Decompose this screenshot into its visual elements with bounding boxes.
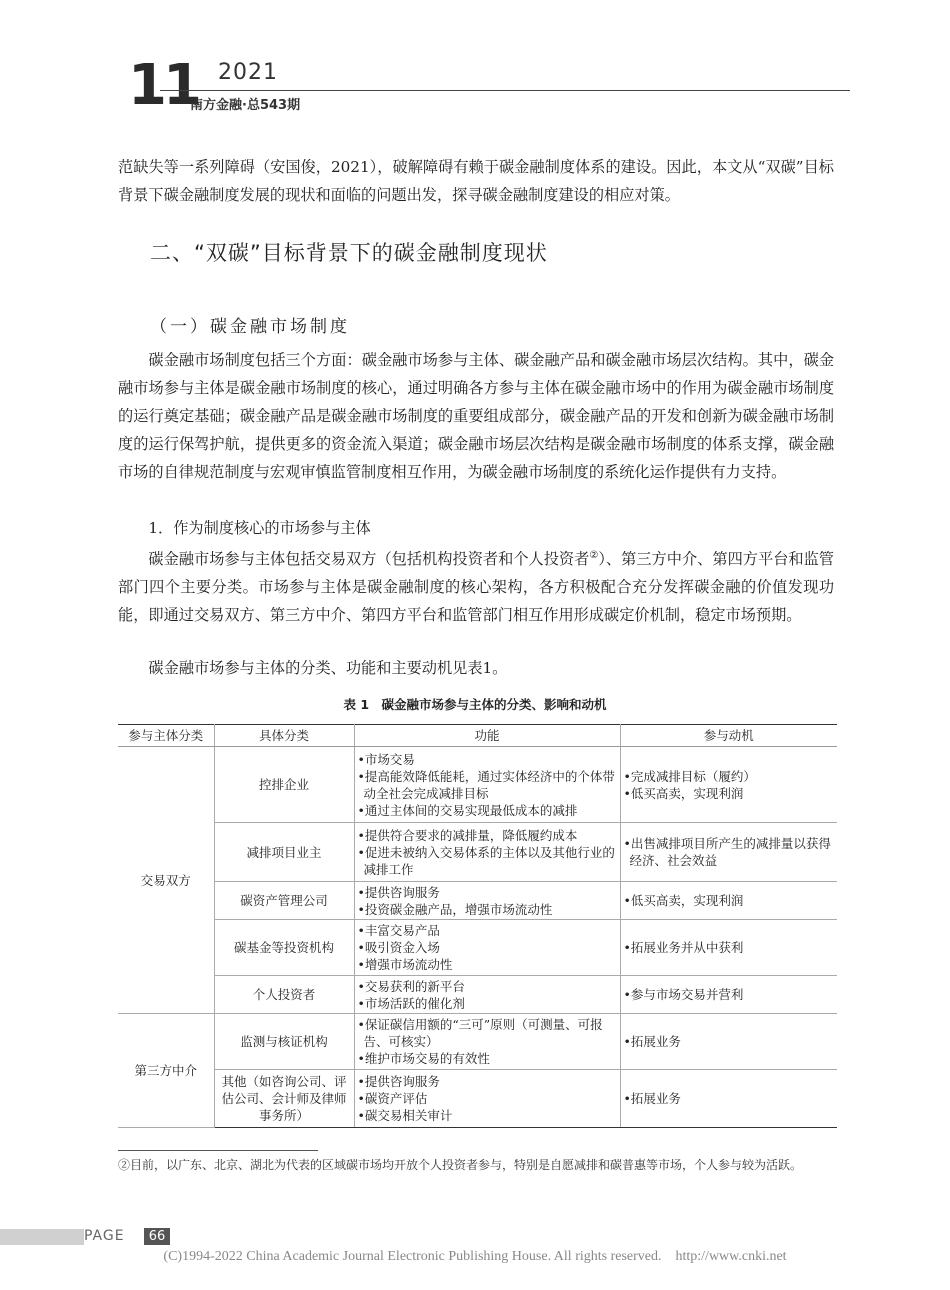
table-row [118, 882, 837, 920]
table-header: 功能 [354, 725, 620, 747]
intro-paragraph: 范缺失等一系列障碍（安国俊，2021），破解障碍有赖于碳金融制度体系的建设。因此，本文从“双碳”目标背景下碳金融制度发展的现状和面临的问题出发，探寻碳金融制度建设的相应对策。 [118, 158, 834, 204]
function-cell: •保证碳信用额的“三可”原则（可测量、可报告、可核实） •维护市场交易的有效性 [354, 1014, 620, 1070]
motive-cell: •完成减排目标（履约） •低买高卖，实现利润 [620, 747, 837, 823]
category-cell: 第三方中介 [118, 1014, 214, 1128]
header-rule [160, 90, 850, 91]
motive-cell: •低买高卖，实现利润 [620, 882, 837, 920]
subcategory-cell: 碳基金等投资机构 [214, 920, 354, 976]
journal-name: 南方金融·总543期 [190, 98, 301, 113]
function-cell: •提供咨询服务 •投资碳金融产品，增强市场流动性 [354, 882, 620, 920]
page-number: 66 [144, 1228, 170, 1245]
page-label: PAGE [84, 1228, 125, 1244]
table-header: 参与主体分类 [118, 725, 214, 747]
page-bar [0, 1229, 84, 1245]
copyright-notice: (C)1994-2022 China Academic Journal Electronic Publishing House. All rights reserved. http://www.cnki.net [163, 1249, 787, 1264]
function-cell: •市场交易 •提高能效降低能耗，通过实体经济中的个体带动全社会完成减排目标 •通过主体间的交易实现最低成本的减排 [354, 747, 620, 823]
table-row [118, 747, 837, 823]
participants-table [118, 724, 837, 1128]
subcategory-cell: 控排企业 [214, 747, 354, 823]
footnote-ref[interactable]: ② [589, 550, 599, 561]
footnote-rule [118, 1150, 318, 1151]
motive-cell: •出售减排项目所产生的减排量以获得经济、社会效益 [620, 823, 837, 882]
paragraph-participants: 碳金融市场参与主体包括交易双方（包括机构投资者和个人投资者②）、第三方中介、第四方平台和监管部门四个主要分类。市场参与主体是碳金融制度的核心架构，各方积极配合充分发挥碳金融的价值发现功能，即通过交易双方、第三方中介、第四方平台和监管部门相互作用形成碳定价机制，稳定市场预期。 [118, 550, 834, 625]
function-cell: •提供符合要求的减排量，降低履约成本 •促进未被纳入交易体系的主体以及其他行业的减排工作 [354, 823, 620, 882]
table-row [118, 976, 837, 1014]
subcategory-cell: 其他（如咨询公司、评估公司、会计师及律师事务所） [214, 1070, 354, 1128]
table-header: 参与动机 [620, 725, 837, 747]
motive-cell: •拓展业务并从中获利 [620, 920, 837, 976]
table-row [118, 1070, 837, 1128]
function-cell: •丰富交易产品 •吸引资金入场 •增强市场流动性 [354, 920, 620, 976]
table-header: 具体分类 [214, 725, 354, 747]
subsection-heading: （一）碳金融市场制度 [150, 317, 350, 337]
motive-cell: •参与市场交易并营利 [620, 976, 837, 1014]
motive-cell: •拓展业务 [620, 1014, 837, 1070]
subcategory-cell: 个人投资者 [214, 976, 354, 1014]
table-header-row [118, 725, 837, 747]
subcategory-cell: 监测与核证机构 [214, 1014, 354, 1070]
issue-year: 2021 [218, 60, 278, 85]
paragraph-table-ref: 碳金融市场参与主体的分类、功能和主要动机见表1。 [148, 659, 508, 677]
issue-number: 11 [128, 53, 198, 118]
table-row [118, 920, 837, 976]
subcategory-cell: 减排项目业主 [214, 823, 354, 882]
motive-cell: •拓展业务 [620, 1070, 837, 1128]
paragraph-market-system: 碳金融市场制度包括三个方面：碳金融市场参与主体、碳金融产品和碳金融市场层次结构。其中，碳金融市场参与主体是碳金融市场制度的核心，通过明确各方参与主体在碳金融市场中的作用为碳金融市场制度的运行奠定基础；碳金融产品是碳金融市场制度的重要组成部分，碳金融产品的开发和创新为碳金融市场制度的运行保驾护航，提供更多的资金流入渠道；碳金融市场层次结构是碳金融市场制度的体系支撑，碳金融市场的自律规范制度与宏观审慎监管制度相互作用，为碳金融市场制度的系统化运作提供有力支持。 [118, 351, 834, 481]
item-title-participants: 1．作为制度核心的市场参与主体 [148, 519, 371, 537]
section-heading: 二、“双碳”目标背景下的碳金融制度现状 [150, 241, 548, 265]
category-cell: 交易双方 [118, 747, 214, 1014]
table-row [118, 823, 837, 882]
table-caption: 表 1 碳金融市场参与主体的分类、影响和动机 [343, 697, 607, 712]
footnote: ②目前，以广东、北京、湖北为代表的区域碳市场均开放个人投资者参与，特别是自愿减排和碳普惠等市场，个人参与较为活跃。 [118, 1158, 803, 1172]
table-row [118, 1014, 837, 1070]
function-cell: •提供咨询服务 •碳资产评估 •碳交易相关审计 [354, 1070, 620, 1128]
subcategory-cell: 碳资产管理公司 [214, 882, 354, 920]
function-cell: •交易获利的新平台 •市场活跃的催化剂 [354, 976, 620, 1014]
